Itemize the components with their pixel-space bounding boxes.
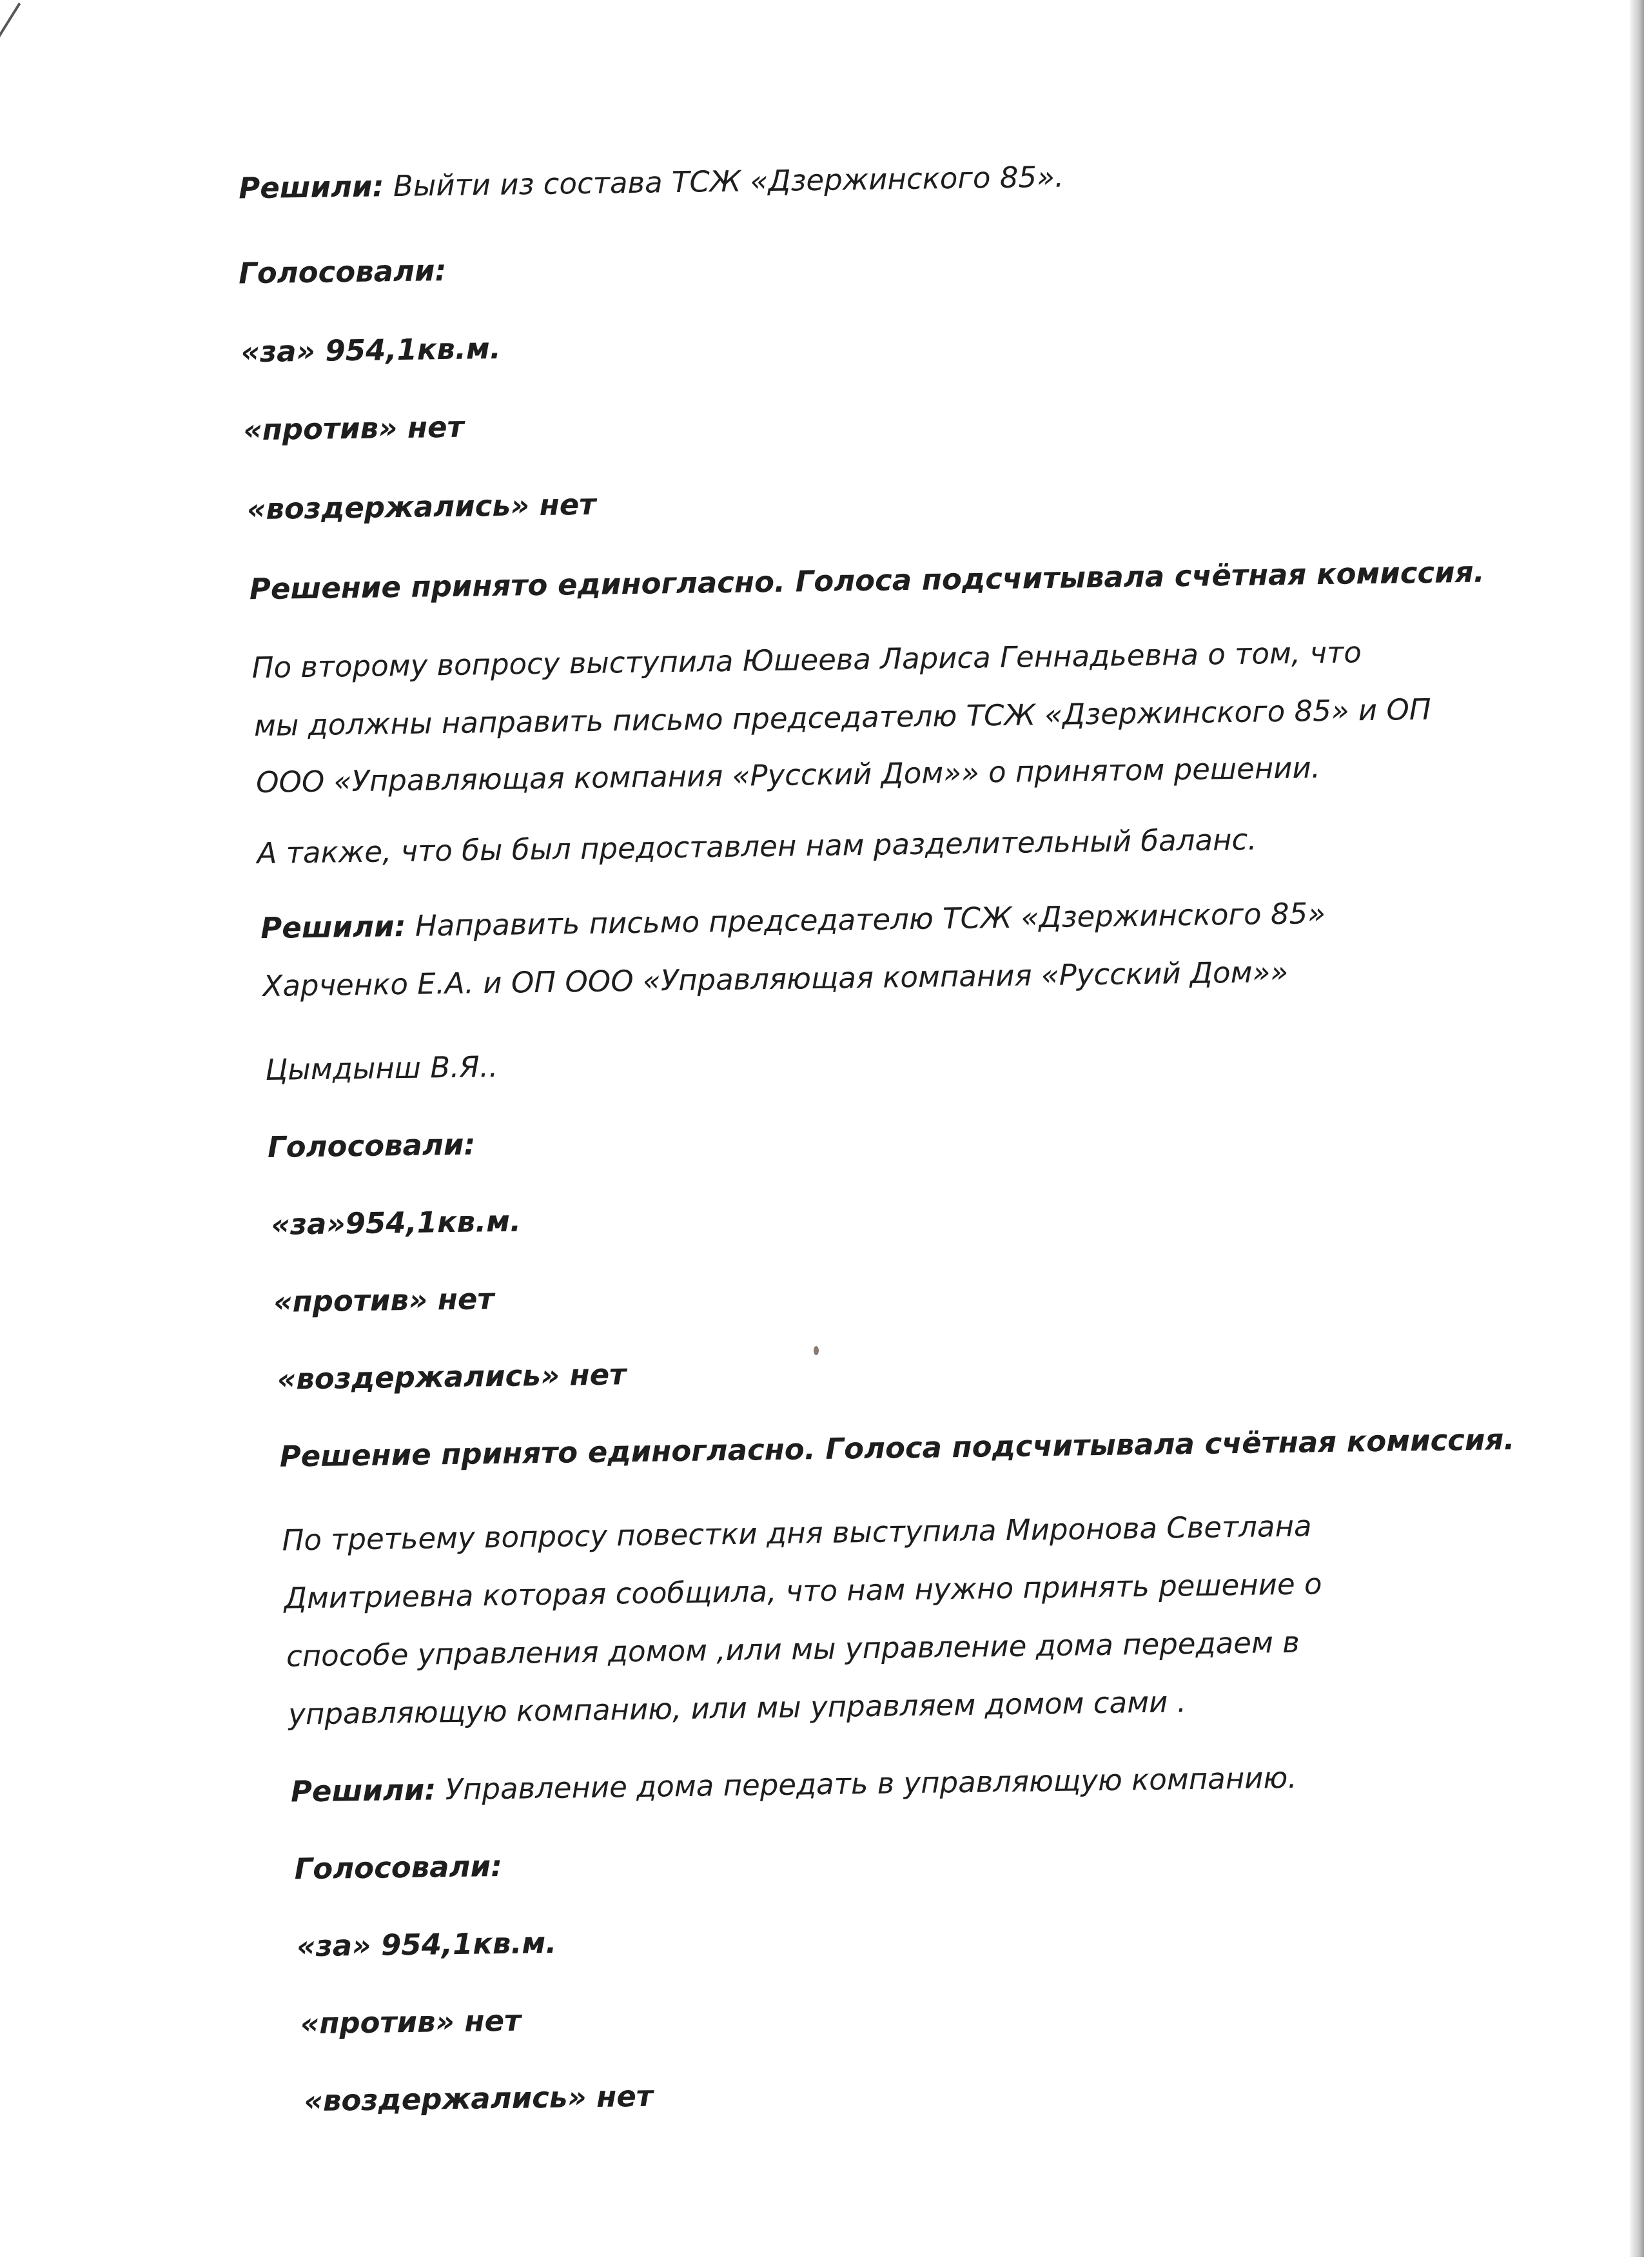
- decision-line-2c: Цымдынш В.Я..: [264, 1049, 498, 1088]
- voted-label-2: Голосовали:: [267, 1127, 476, 1164]
- speech-3-line-4: управляющую компанию, или мы управляем домом сами .: [288, 1685, 1187, 1732]
- vote-against-3: «против» нет: [300, 2003, 522, 2041]
- vote-abstain-2: «воздержались» нет: [277, 1357, 627, 1396]
- resolution-1: Решение принято единогласно. Голоса подсчитывала счётная комиссия.: [249, 554, 1485, 607]
- vote-for-1: «за» 954,1кв.м.: [240, 331, 502, 369]
- resolution-2: Решение принято единогласно. Голоса подсчитывала счётная комиссия.: [279, 1422, 1515, 1474]
- decision-line-2b: Харченко Е.А. и ОП ООО «Управляющая компания «Русский Дом»»: [262, 954, 1289, 1004]
- speech-3-line-3: способе управления домом ,или мы управление дома передаем в: [286, 1625, 1300, 1674]
- vote-abstain-3: «воздержались» нет: [304, 2078, 654, 2118]
- speech-2-line-3: ООО «Управляющая компания «Русский Дом»» о принятом решении.: [255, 750, 1321, 800]
- decision-line-2a: Решили: Направить письмо председателю ТСЖ «Дзержинского 85»: [260, 896, 1326, 946]
- speech-3-line-2: Дмитриевна которая сообщила, что нам нужно принять решение о: [284, 1567, 1322, 1616]
- speech-2-line-1: По второму вопросу выступила Юшеева Лариса Геннадьевна о том, что: [251, 635, 1362, 685]
- vote-abstain-1: «воздержались» нет: [246, 487, 596, 527]
- speech-2-line-2: мы должны направить письмо председателю ТСЖ «Дзержинского 85» и ОП: [253, 692, 1431, 743]
- decision-line-1: Решили: Выйти из состава ТСЖ «Дзержинского 85».: [238, 159, 1064, 206]
- voted-label-3: Голосовали:: [294, 1848, 503, 1886]
- vote-against-1: «против» нет: [243, 409, 465, 447]
- voted-label-1: Голосовали:: [238, 253, 447, 291]
- vote-for-3: «за» 954,1кв.м.: [296, 1925, 557, 1964]
- speech-2-line-4: А также, что бы был предоставлен нам разделительный баланс.: [257, 822, 1257, 871]
- speech-3-line-1: По третьему вопросу повестки дня выступила Миронова Светлана: [282, 1509, 1312, 1558]
- decision-line-3: Решили: Управление дома передать в управляющую компанию.: [290, 1760, 1297, 1809]
- vote-for-2: «за»954,1кв.м.: [271, 1204, 522, 1242]
- vote-against-2: «против» нет: [273, 1282, 494, 1319]
